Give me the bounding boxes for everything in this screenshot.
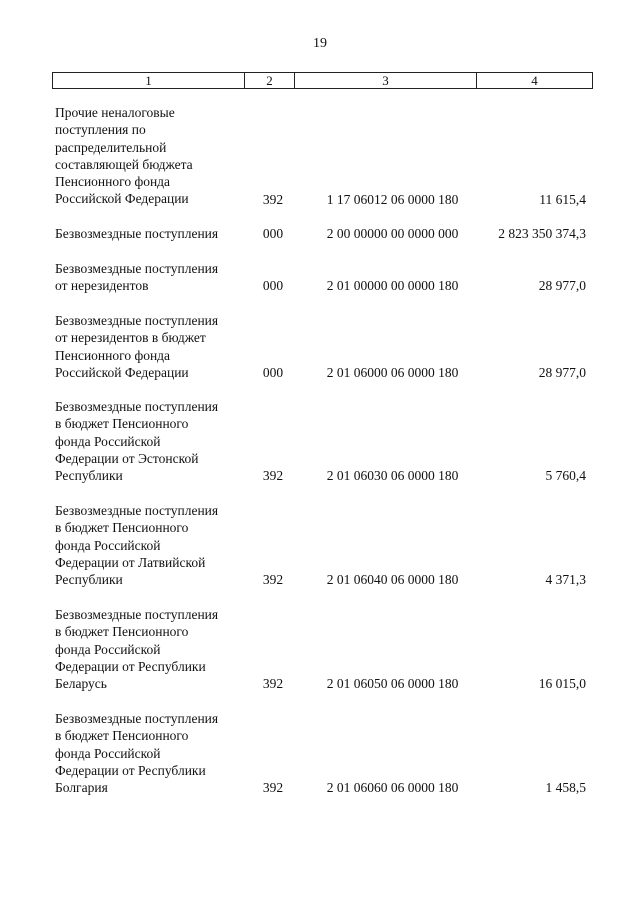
row-name-line: распределительной	[55, 139, 167, 155]
row-name-line: Безвозмездные поступления	[55, 711, 219, 726]
row-amount: 1 458,5	[545, 780, 586, 796]
row-kbk-code: 2 01 00000 00 0000 180	[326, 278, 459, 294]
page-number: 19	[313, 36, 327, 51]
row-name-line: Пенсионного фонда	[55, 347, 171, 363]
row-amount: 5 760,4	[545, 468, 586, 484]
row-name-line: от нерезидентов в бюджет	[55, 330, 206, 346]
row-amount: 2 823 350 374,3	[498, 226, 586, 241]
row-amount: 11 615,4	[539, 191, 586, 207]
row-name-line: фонда Российской	[55, 641, 161, 657]
row-name-line: Безвозмездные поступления	[55, 261, 219, 276]
row-name-line: Безвозмездные поступления	[55, 313, 219, 328]
row-name-line: Безвозмездные поступления	[55, 607, 219, 622]
row-code: 392	[262, 572, 284, 588]
row-kbk-code: 2 00 00000 00 0000 000	[326, 226, 459, 241]
row-name	[55, 312, 250, 381]
row-kbk-code: 1 17 06012 06 0000 180	[326, 191, 459, 207]
row-kbk-code: 2 01 06000 06 0000 180	[326, 364, 459, 380]
row-name-line: в бюджет Пенсионного	[55, 624, 189, 640]
row-code: 000	[262, 226, 284, 241]
row-name	[55, 606, 250, 692]
row-name-line: составляющей бюджета	[55, 156, 193, 172]
row-name	[55, 398, 250, 484]
row-name	[55, 710, 250, 796]
row-name-line: Федерации от Латвийской	[55, 554, 206, 570]
row-code: 000	[262, 278, 284, 294]
row-code: 392	[262, 780, 284, 796]
row-name-line: Федерации от Республики	[55, 658, 206, 674]
row-amount: 4 371,3	[545, 572, 586, 588]
column-header-1: 1	[53, 73, 245, 89]
column-header-2: 2	[245, 73, 295, 89]
row-amount: 16 015,0	[538, 676, 586, 692]
row-name	[55, 225, 250, 242]
row-name-line: фонда Российской	[55, 745, 161, 761]
row-name-line: Прочие неналоговые	[55, 105, 175, 120]
row-name-line: фонда Российской	[55, 433, 161, 449]
row-kbk-code: 2 01 06040 06 0000 180	[326, 572, 459, 588]
column-header-3: 3	[295, 73, 477, 89]
row-name-line: Беларусь	[55, 676, 107, 692]
row-name-line: Федерации от Эстонской	[55, 450, 199, 466]
row-name-line: Республики	[55, 572, 123, 588]
row-name-line: Российской Федерации	[55, 364, 189, 380]
row-name-line: фонда Российской	[55, 537, 161, 553]
row-name	[55, 502, 250, 588]
row-code: 392	[262, 191, 284, 207]
row-code: 392	[262, 676, 284, 692]
row-name-line: в бюджет Пенсионного	[55, 416, 189, 432]
row-name-line: Пенсионного фонда	[55, 174, 171, 190]
row-name-line: Безвозмездные поступления	[55, 399, 219, 414]
row-name-line: Болгария	[55, 780, 108, 796]
row-name-line: Безвозмездные поступления	[55, 226, 219, 241]
row-name-line: в бюджет Пенсионного	[55, 728, 189, 744]
row-kbk-code: 2 01 06030 06 0000 180	[326, 468, 459, 484]
row-name-line: Безвозмездные поступления	[55, 503, 219, 518]
row-amount: 28 977,0	[538, 364, 586, 380]
row-name	[55, 104, 250, 208]
row-amount: 28 977,0	[538, 278, 586, 294]
row-code: 000	[262, 364, 284, 380]
column-header-table	[52, 72, 593, 89]
row-name	[55, 260, 250, 295]
row-name-line: поступления по	[55, 122, 146, 138]
row-kbk-code: 2 01 06060 06 0000 180	[326, 780, 459, 796]
row-name-line: от нерезидентов	[55, 278, 149, 294]
row-name-line: Федерации от Республики	[55, 762, 206, 778]
row-name-line: в бюджет Пенсионного	[55, 520, 189, 536]
row-name-line: Республики	[55, 468, 123, 484]
column-header-4: 4	[477, 73, 593, 89]
row-name-line: Российской Федерации	[55, 191, 189, 207]
row-code: 392	[262, 468, 284, 484]
row-kbk-code: 2 01 06050 06 0000 180	[326, 676, 459, 692]
column-header-row	[53, 73, 593, 89]
